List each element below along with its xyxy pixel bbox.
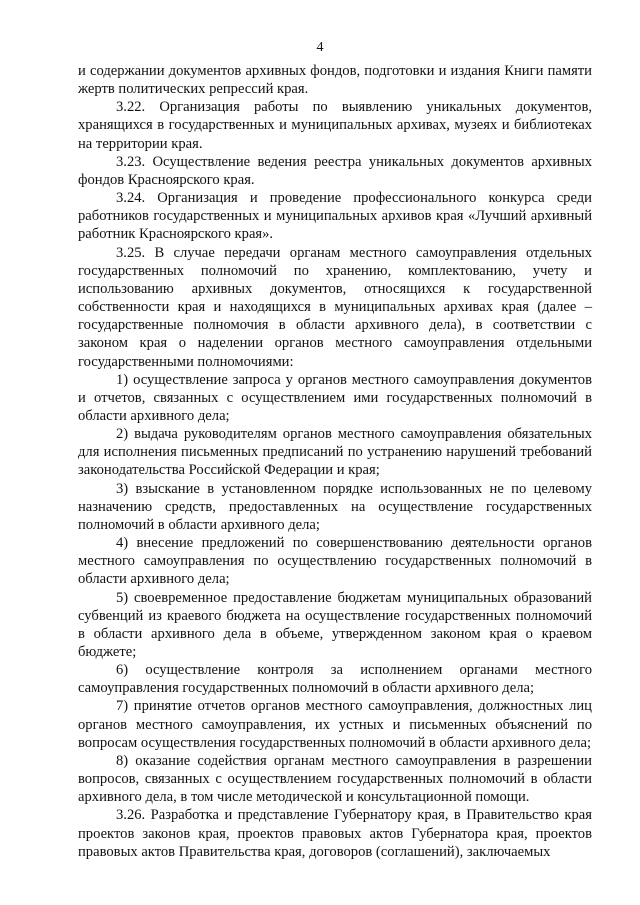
paragraph-3-25: 3.25. В случае передачи органам местного самоуправления отдельных государственных полномочий по хранению, комплектованию, учету и использованию архивных документов, относящихся к государственной собственности края и находящихся в муниципальных архивах края (далее – государственные полномочия в области архивного дела), в соответствии с законом края о наделении органов местного самоуправления отдельными государственными полномочиями: xyxy=(78,244,592,370)
list-item-8: 8) оказание содействия органам местного самоуправления в разрешении вопросов, связанных с осуществлением государственных полномочий в области архивного дела, в том числе методической и консультационной помощи. xyxy=(78,752,592,806)
document-body xyxy=(78,62,592,861)
list-item-4: 4) внесение предложений по совершенствованию деятельности органов местного самоуправления по осуществлению государственных полномочий в области архивного дела; xyxy=(78,535,592,588)
list-item-2: 2) выдача руководителям органов местного самоуправления обязательных для исполнения письменных предписаний по устранению нарушений требований законодательства Российской Федерации и края; xyxy=(78,426,592,479)
paragraph-3-22: 3.22. Организация работы по выявлению уникальных документов, хранящихся в государственных и муниципальных архивах, музеях и библиотеках на территории края. xyxy=(78,99,592,152)
paragraph-continuation: и содержании документов архивных фондов, подготовки и издания Книги памяти жертв политических репрессий края. xyxy=(78,63,592,98)
paragraph-3-24: 3.24. Организация и проведение профессионального конкурса среди работников государственных и муниципальных архивов края «Лучший архивный работник Красноярского края». xyxy=(78,190,592,243)
list-item-5: 5) своевременное предоставление бюджетам муниципальных образований субвенций из краевого бюджета на осуществление государственных полномочий в области архивного дела в объеме, утвержденном законом края о краевом бюджете; xyxy=(78,589,592,660)
paragraph-3-23: 3.23. Осуществление ведения реестра уникальных документов архивных фондов Красноярского края. xyxy=(78,153,592,188)
list-item-3: 3) взыскание в установленном порядке использованных не по целевому назначению средств, предоставленных на осуществление государственных полномочий в области архивного дела; xyxy=(78,480,592,533)
list-item-6: 6) осуществление контроля за исполнением органами местного самоуправления государственных полномочий в области архивного дела; xyxy=(78,662,592,697)
list-item-7: 7) принятие отчетов органов местного самоуправления, должностных лиц органов местного самоуправления, их устных и письменных объяснений по вопросам осуществления государственных полномочий в области архивного дела; xyxy=(78,698,592,751)
page-number: 4 xyxy=(316,40,324,55)
list-item-1: 1) осуществление запроса у органов местного самоуправления документов и отчетов, связанных с осуществлением ими государственных полномочий в области архивного дела; xyxy=(78,371,592,424)
paragraph-3-26: 3.26. Разработка и представление Губернатору края, в Правительство края проектов законов края, проектов правовых актов Губернатора края, проектов правовых актов Правительства края, договоров (соглашений), заключаемых xyxy=(78,807,592,860)
